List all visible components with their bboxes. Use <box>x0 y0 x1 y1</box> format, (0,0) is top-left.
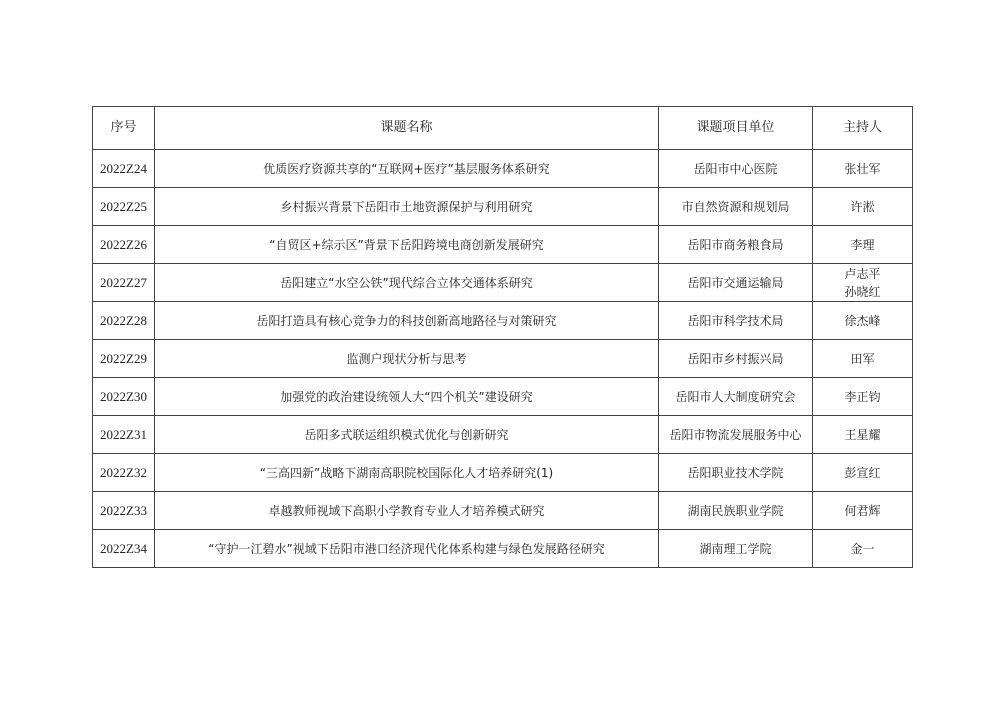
cell-id: 2022Z34 <box>93 530 155 568</box>
cell-title: 优质医疗资源共享的“互联网+医疗”基层服务体系研究 <box>155 150 659 188</box>
cell-host <box>813 454 913 492</box>
host-name: 李理 <box>850 237 875 252</box>
cell-unit: 湖南民族职业学院 <box>659 492 813 530</box>
cell-unit: 岳阳市物流发展服务中心 <box>659 416 813 454</box>
cell-title: 岳阳多式联运组织模式优化与创新研究 <box>155 416 659 454</box>
table-row <box>93 530 913 568</box>
table-row <box>93 454 913 492</box>
cell-id: 2022Z28 <box>93 302 155 340</box>
table-row <box>93 378 913 416</box>
host-name: 许淞 <box>850 199 875 214</box>
table-row <box>93 416 913 454</box>
cell-host <box>813 340 913 378</box>
cell-id: 2022Z30 <box>93 378 155 416</box>
cell-id: 2022Z25 <box>93 188 155 226</box>
table-header <box>93 107 913 150</box>
cell-title: 岳阳打造具有核心竞争力的科技创新高地路径与对策研究 <box>155 302 659 340</box>
table-row <box>93 264 913 302</box>
cell-id: 2022Z33 <box>93 492 155 530</box>
cell-title: “自贸区+综示区”背景下岳阳跨境电商创新发展研究 <box>155 226 659 264</box>
cell-unit: 岳阳市交通运输局 <box>659 264 813 302</box>
cell-unit: 岳阳职业技术学院 <box>659 454 813 492</box>
host-name: 金一 <box>850 541 875 556</box>
cell-title: 岳阳建立“水空公铁”现代综合立体交通体系研究 <box>155 264 659 302</box>
cell-id: 2022Z29 <box>93 340 155 378</box>
table-row <box>93 188 913 226</box>
cell-id: 2022Z24 <box>93 150 155 188</box>
cell-unit: 岳阳市乡村振兴局 <box>659 340 813 378</box>
table-row <box>93 492 913 530</box>
cell-host <box>813 416 913 454</box>
cell-unit: 岳阳市中心医院 <box>659 150 813 188</box>
cell-host <box>813 530 913 568</box>
table-row <box>93 302 913 340</box>
cell-unit: 湖南理工学院 <box>659 530 813 568</box>
host-name: 王星耀 <box>844 427 881 442</box>
table-body <box>93 150 913 568</box>
host-name: 徐杰峰 <box>844 313 881 328</box>
host-name: 卢志平 <box>844 266 881 281</box>
cell-id: 2022Z32 <box>93 454 155 492</box>
header-title: 课题名称 <box>155 107 659 150</box>
host-name: 田军 <box>850 351 875 366</box>
cell-host <box>813 188 913 226</box>
cell-title: “守护一江碧水”视域下岳阳市港口经济现代化体系构建与绿色发展路径研究 <box>155 530 659 568</box>
header-host: 主持人 <box>813 107 913 150</box>
cell-id: 2022Z27 <box>93 264 155 302</box>
cell-title: 卓越教师视域下高职小学教育专业人才培养模式研究 <box>155 492 659 530</box>
cell-host <box>813 302 913 340</box>
cell-unit: 岳阳市商务粮食局 <box>659 226 813 264</box>
host-name: 李正钧 <box>844 389 881 404</box>
cell-host <box>813 378 913 416</box>
cell-unit: 市自然资源和规划局 <box>659 188 813 226</box>
host-name: 彭宣红 <box>844 465 881 480</box>
cell-host <box>813 150 913 188</box>
cell-id: 2022Z26 <box>93 226 155 264</box>
cell-host <box>813 492 913 530</box>
cell-unit: 岳阳市人大制度研究会 <box>659 378 813 416</box>
cell-id: 2022Z31 <box>93 416 155 454</box>
cell-title: 加强党的政治建设统领人大“四个机关”建设研究 <box>155 378 659 416</box>
cell-title: 乡村振兴背景下岳阳市土地资源保护与利用研究 <box>155 188 659 226</box>
header-row <box>93 107 913 150</box>
cell-host <box>813 264 913 302</box>
cell-title: “三高四新”战略下湖南高职院校国际化人才培养研究(1) <box>155 454 659 492</box>
host-name: 何君辉 <box>844 503 881 518</box>
host-name: 张壮军 <box>844 161 881 176</box>
host-name: 孙晓红 <box>844 284 881 299</box>
cell-host <box>813 226 913 264</box>
table-row <box>93 226 913 264</box>
header-unit: 课题项目单位 <box>659 107 813 150</box>
project-table <box>92 106 913 568</box>
table-row <box>93 340 913 378</box>
header-index: 序号 <box>93 107 155 150</box>
cell-unit: 岳阳市科学技术局 <box>659 302 813 340</box>
table-row <box>93 150 913 188</box>
cell-title: 监测户现状分析与思考 <box>155 340 659 378</box>
